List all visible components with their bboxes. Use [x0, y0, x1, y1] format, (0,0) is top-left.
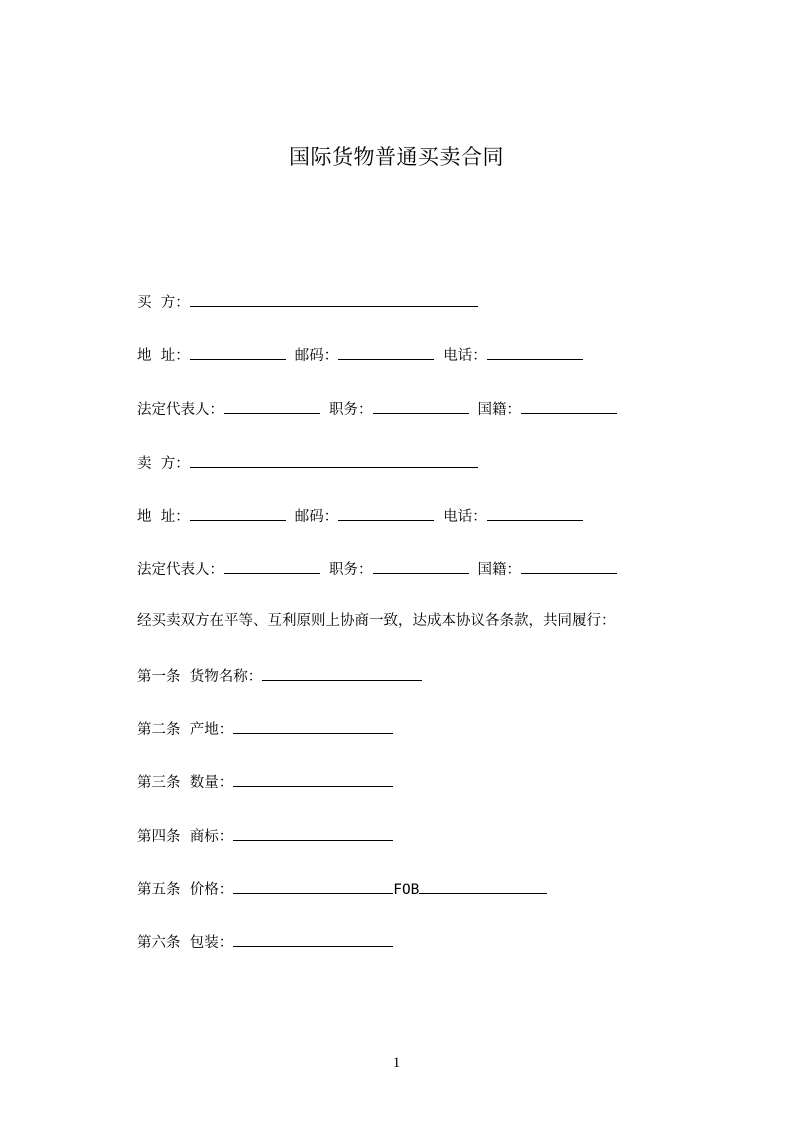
article-5-fob: FOB	[393, 882, 420, 898]
seller-phone-label: 电话：	[443, 509, 487, 525]
seller-address-label: 地 址：	[137, 509, 190, 525]
seller-rep-blank[interactable]	[224, 558, 320, 574]
article-2-label: 第二条 产地：	[137, 722, 234, 738]
buyer-line	[137, 291, 478, 311]
seller-nationality-blank[interactable]	[521, 558, 617, 574]
article-4-label: 第四条 商标：	[137, 829, 234, 845]
buyer-phone-blank[interactable]	[487, 344, 583, 360]
article-3-blank[interactable]	[233, 771, 393, 787]
buyer-address-blank[interactable]	[190, 344, 286, 360]
buyer-phone-label: 电话：	[443, 348, 487, 364]
document-title: 国际货物普通买卖合同	[289, 145, 504, 169]
page-number: 1	[392, 1055, 401, 1071]
seller-blank[interactable]	[190, 452, 478, 468]
buyer-nationality-blank[interactable]	[521, 398, 617, 414]
buyer-label: 买 方：	[137, 295, 190, 311]
article-6-label: 第六条 包装：	[137, 935, 234, 951]
article-6-blank[interactable]	[233, 931, 393, 947]
article-5-blank-fob[interactable]	[419, 878, 547, 894]
article-2-blank[interactable]	[233, 718, 393, 734]
buyer-address-label: 地 址：	[137, 348, 190, 364]
article-1-blank[interactable]	[262, 665, 422, 681]
seller-label: 卖 方：	[137, 456, 190, 472]
seller-postcode-label: 邮码：	[294, 509, 339, 525]
buyer-rep-label: 法定代表人：	[137, 402, 224, 418]
article-1-label: 第一条 货物名称：	[137, 669, 263, 685]
buyer-nationality-label: 国籍：	[477, 402, 521, 418]
article-3-label: 第三条 数量：	[137, 775, 234, 791]
article-5-blank-price[interactable]	[233, 878, 393, 894]
seller-address-line	[137, 505, 583, 525]
seller-position-blank[interactable]	[373, 558, 469, 574]
article-4-blank[interactable]	[233, 825, 393, 841]
buyer-postcode-blank[interactable]	[338, 344, 434, 360]
buyer-blank[interactable]	[190, 291, 478, 307]
article-2-line	[137, 718, 393, 738]
buyer-rep-blank[interactable]	[224, 398, 320, 414]
buyer-postcode-label: 邮码：	[294, 348, 339, 364]
seller-rep-line	[137, 558, 617, 578]
seller-phone-blank[interactable]	[487, 505, 583, 521]
seller-postcode-blank[interactable]	[338, 505, 434, 521]
buyer-position-label: 职务：	[329, 402, 373, 418]
article-4-line	[137, 825, 393, 845]
buyer-position-blank[interactable]	[373, 398, 469, 414]
article-6-line	[137, 931, 393, 951]
article-5-label: 第五条 价格：	[137, 882, 234, 898]
preamble: 经买卖双方在平等、互利原则上协商一致，达成本协议各条款，共同履行：	[137, 613, 616, 629]
buyer-address-line	[137, 344, 583, 364]
article-5-line	[137, 878, 547, 898]
buyer-rep-line	[137, 398, 617, 418]
seller-address-blank[interactable]	[190, 505, 286, 521]
seller-rep-label: 法定代表人：	[137, 562, 224, 578]
article-1-line	[137, 665, 422, 685]
seller-line	[137, 452, 478, 472]
seller-position-label: 职务：	[329, 562, 373, 578]
article-3-line	[137, 771, 393, 791]
seller-nationality-label: 国籍：	[477, 562, 521, 578]
